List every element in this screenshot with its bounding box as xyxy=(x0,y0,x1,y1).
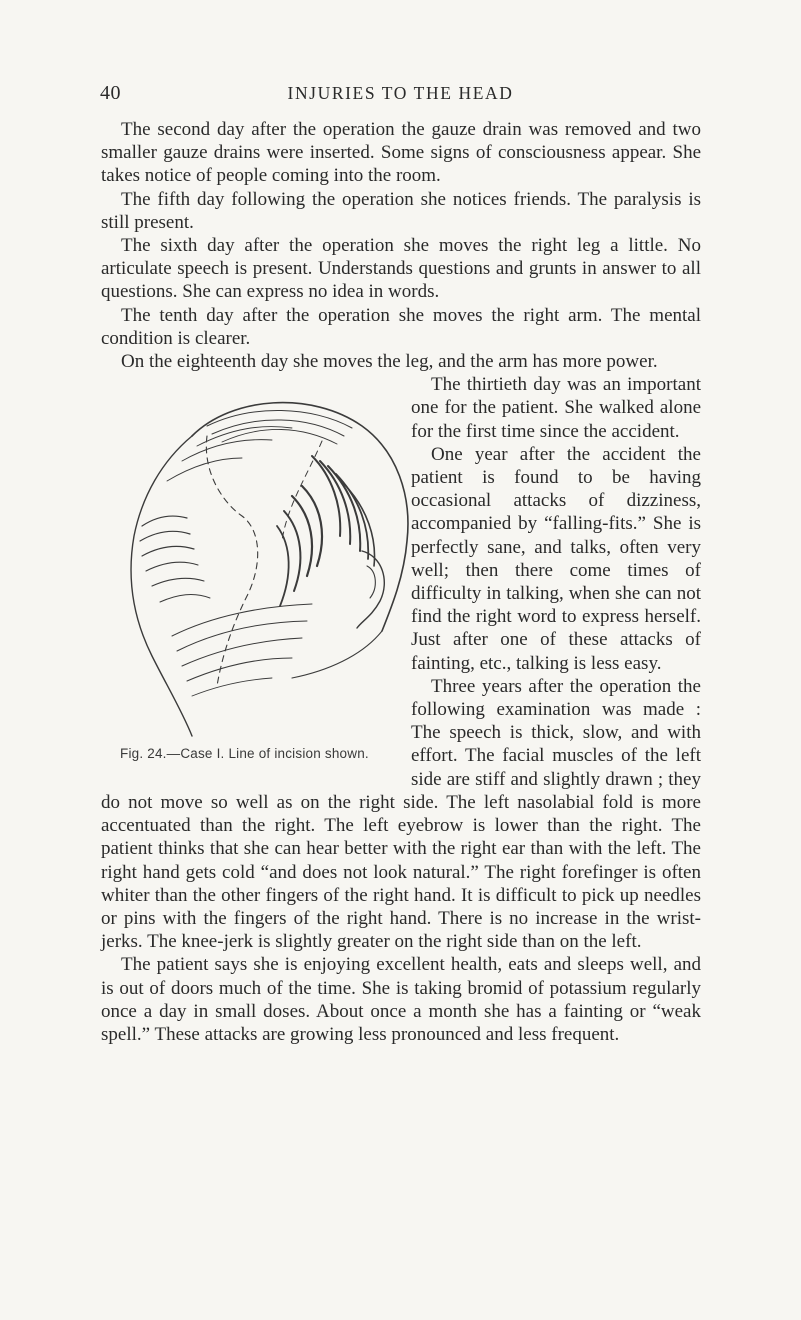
chapter-title: INJURIES TO THE HEAD xyxy=(287,83,514,103)
paragraph: Three years after the operation the following examination was made : The speech is thick, slow, and with effort. The facial muscles of the left side are stiff and slightly drawn ; they do not move so well as on the right side. The left nasolabial fold is more accentuated than the right. The left eyebrow is lower than the right. The patient thinks that she can hear better with the right ear than with the left. The right hand gets cold “and does not look natural.” The right forefinger is often whiter than the other fingers of the right hand. It is difficult to pick up needles or pins with the fingers of the right hand. There is no increase in the wrist-jerks. The knee-jerk is slightly greater on the right side than on the left. xyxy=(101,675,701,953)
figure-head-illustration xyxy=(112,366,412,766)
paragraph: The fifth day following the operation she notices friends. The paralysis is still present. xyxy=(101,188,701,233)
page-number: 40 xyxy=(100,82,121,104)
paragraph: On the eighteenth day she moves the leg, and the arm has more power. xyxy=(121,351,658,373)
skull-incision-drawing xyxy=(112,366,412,746)
paragraph: The sixth day after the operation she moves the right leg a little. No articulate speech is present. Understands questions and grunts in answer to all questions. She can express no idea in words. xyxy=(101,235,701,303)
figure-caption: Fig. 24.—Case I. Line of incision shown. xyxy=(120,746,369,761)
paragraph: The patient says she is enjoying excellent health, eats and sleeps well, and is out of doors much of the time. She is taking bromid of potassium regularly once a day in small doses. About once a month she has a fainting or “weak spell.” These attacks are growing less pronounced and less frequent. xyxy=(101,954,701,1045)
paragraph: The second day after the operation the gauze drain was removed and two smaller gauze drains were inserted. Some signs of consciousness appear. She takes notice of people coming into the room. xyxy=(101,119,701,187)
paragraph: The tenth day after the operation she moves the right arm. The mental condition is clearer. xyxy=(101,304,701,349)
paragraph: The thirtieth day was an important one for the patient. She walked alone for the first time since the accident. xyxy=(411,374,701,442)
paragraph: One year after the accident the patient is found to be having occasional attacks of dizziness, accompanied by “falling-fits.” She is perfectly sane, and talks, often very well; then there come times of difficulty in talking, when she can not find the right word to express herself. Just after one of these attacks of fainting, etc., talking is less easy. xyxy=(411,443,701,674)
head-illustration xyxy=(112,366,412,746)
running-head xyxy=(0,82,801,106)
